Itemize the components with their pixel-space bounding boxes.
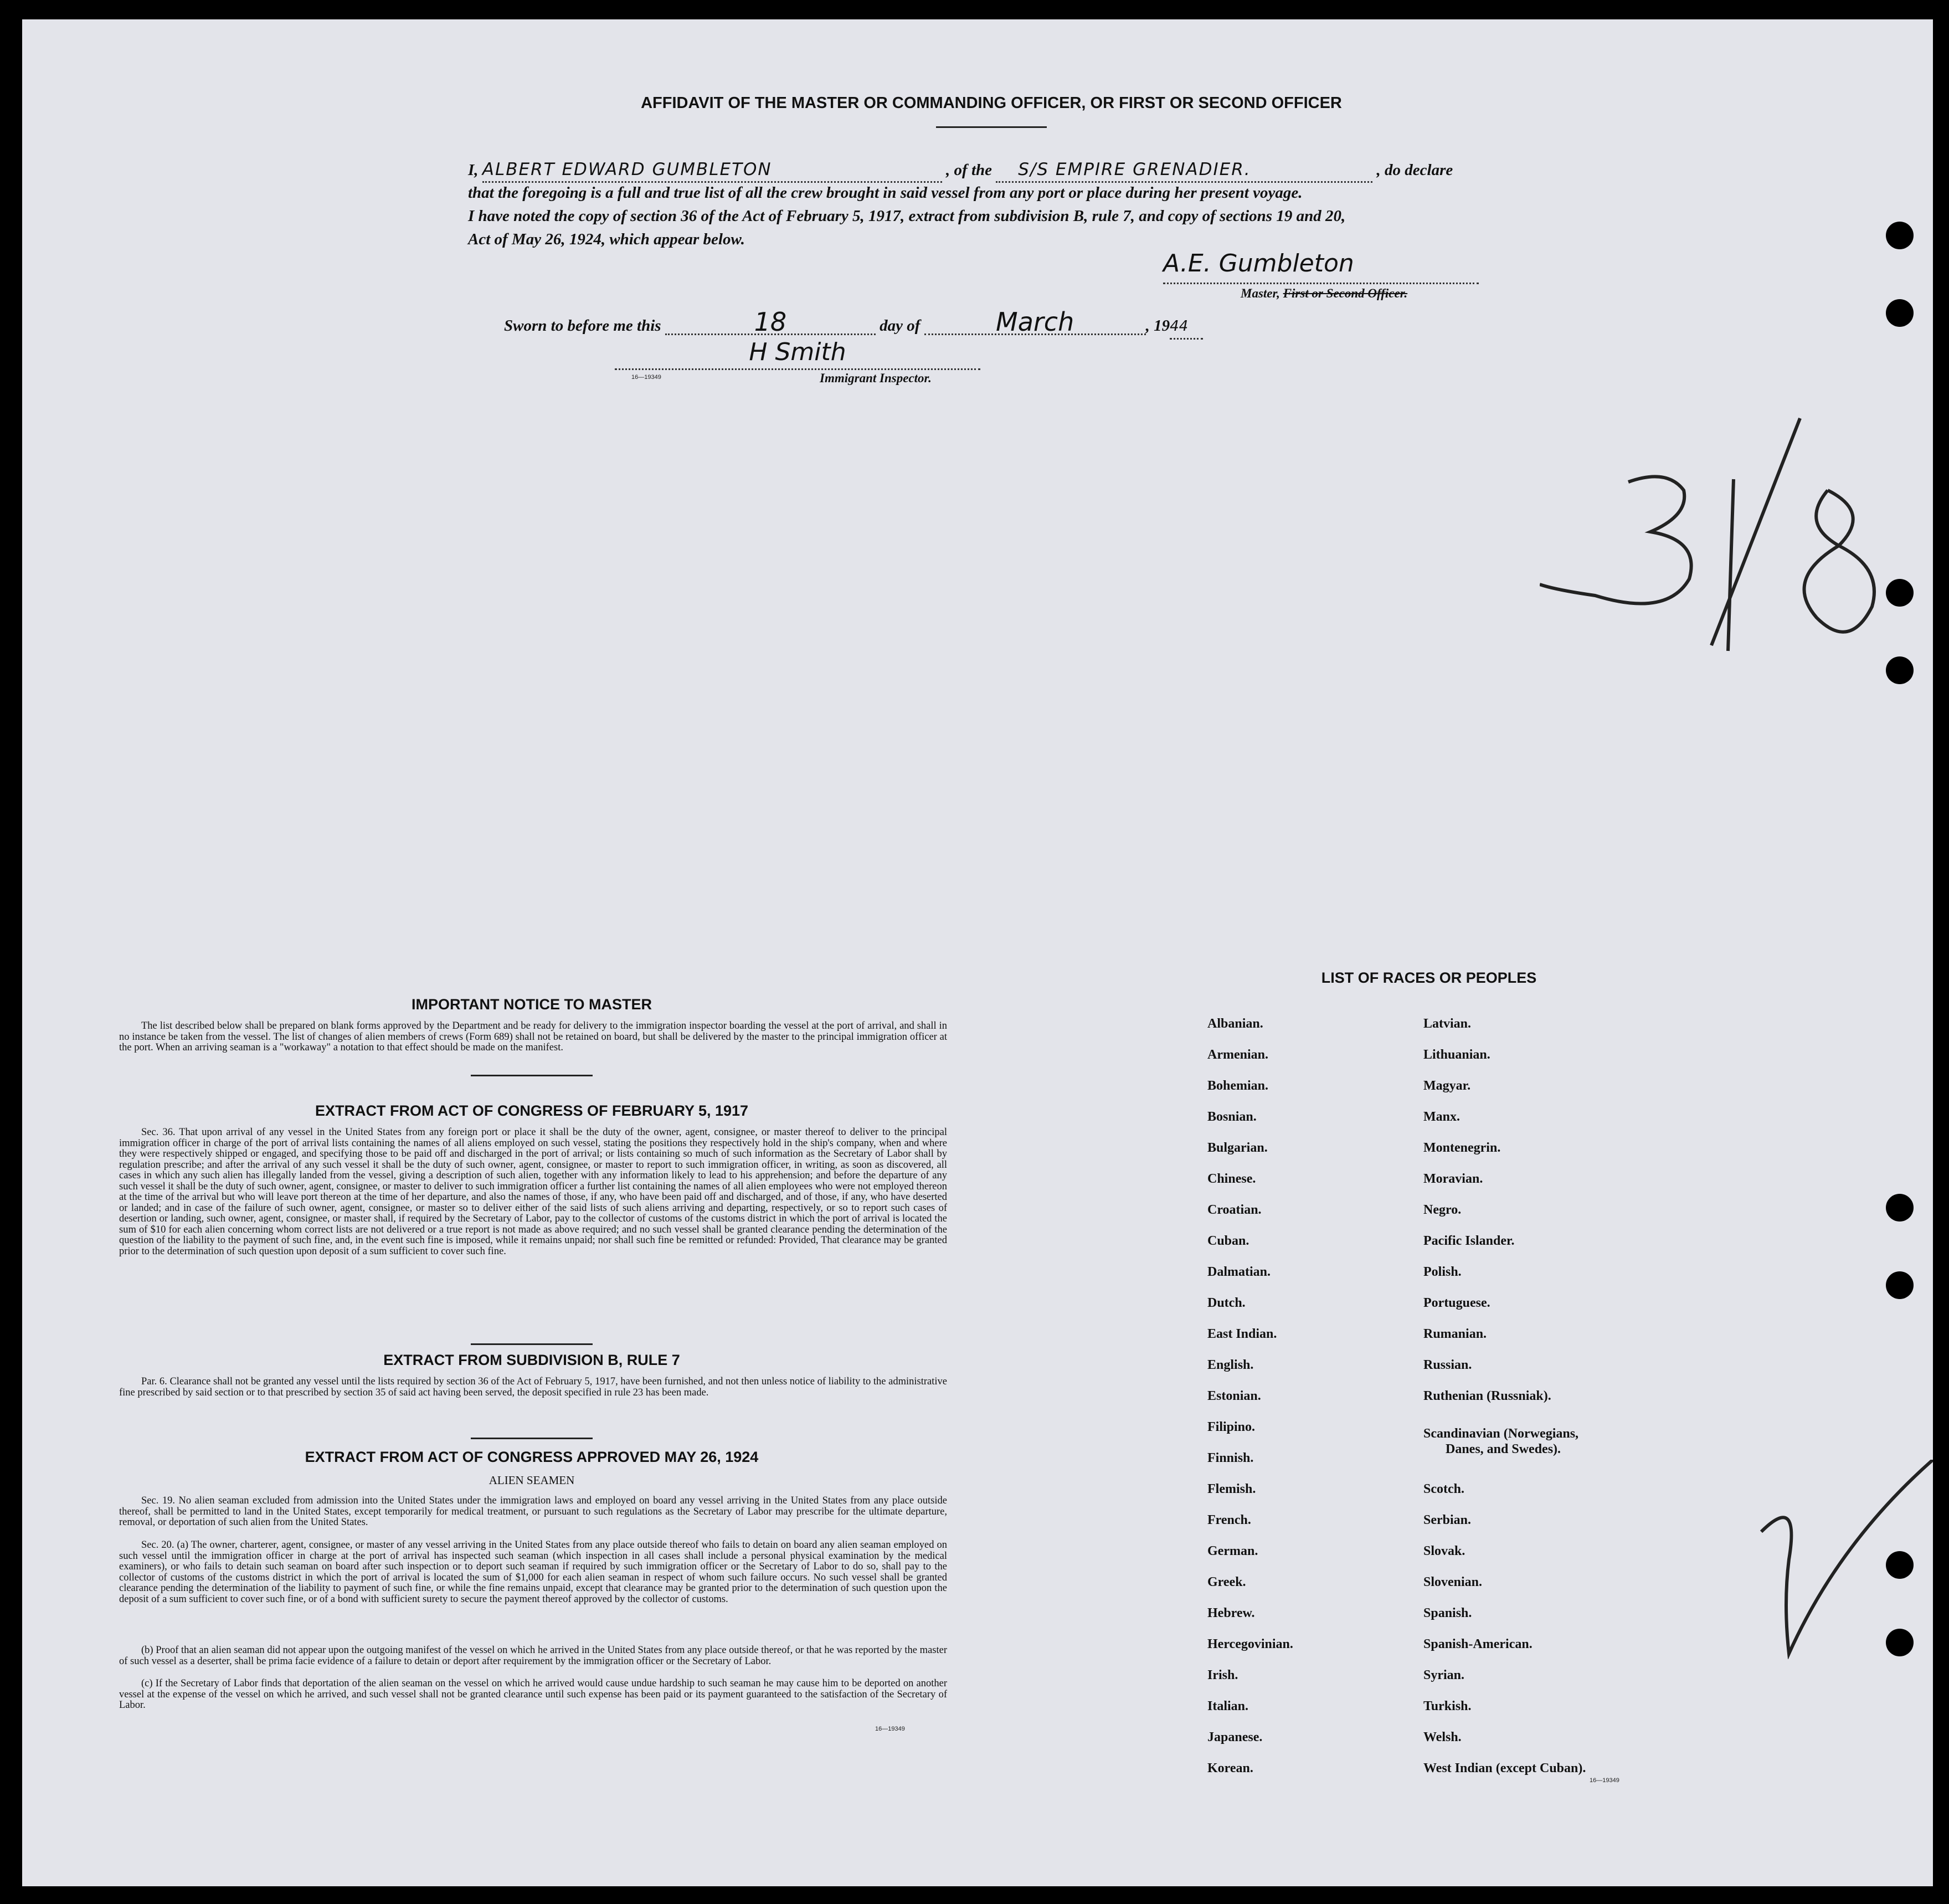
race-item: Spanish-American. <box>1423 1637 1533 1651</box>
declaration-line-2: that the foregoing is a full and true list of all the crew brought in said vessel from any port or place during her present voyage. <box>468 184 1303 202</box>
section-rule <box>471 1438 593 1439</box>
race-item: Polish. <box>1423 1265 1462 1279</box>
section-rule <box>471 1075 593 1076</box>
sworn-year: 44 <box>1170 315 1203 340</box>
race-item-continuation: Danes, and Swedes). <box>1446 1442 1561 1456</box>
extract-1924-title: EXTRACT FROM ACT OF CONGRESS APPROVED MAY 26, 1924 <box>305 1449 759 1465</box>
day-of-text: day of <box>880 317 920 335</box>
race-item: Manx. <box>1423 1110 1460 1124</box>
form-number-top: 16—19349 <box>631 374 661 381</box>
race-item: Bohemian. <box>1207 1079 1269 1093</box>
race-item: West Indian (except Cuban). <box>1423 1761 1586 1775</box>
extract-1924-subtitle: ALIEN SEAMEN <box>488 1474 575 1487</box>
race-item: Montenegrin. <box>1423 1141 1501 1155</box>
race-item: Rumanian. <box>1423 1327 1487 1341</box>
race-item: Hercegovinian. <box>1207 1637 1293 1651</box>
punch-hole <box>1886 1551 1914 1579</box>
intro-text: I, <box>468 161 479 179</box>
inspector-caption: Immigrant Inspector. <box>820 371 932 385</box>
race-item: Greek. <box>1207 1575 1246 1589</box>
race-item: Latvian. <box>1423 1017 1472 1031</box>
affidavit-title: AFFIDAVIT OF THE MASTER OR COMMANDING OFFICER, OR FIRST OR SECOND OFFICER <box>641 94 1342 112</box>
vessel-name: S/S EMPIRE GRENADIER. <box>996 158 1372 183</box>
race-item: Bosnian. <box>1207 1110 1257 1124</box>
race-item: East Indian. <box>1207 1327 1277 1341</box>
document-sheet <box>22 19 1933 1886</box>
sworn-line <box>504 307 1335 340</box>
race-item: Moravian. <box>1423 1172 1483 1186</box>
declaration-line-1 <box>468 158 1603 183</box>
race-item: Lithuanian. <box>1423 1048 1490 1062</box>
sworn-month: March <box>924 310 1146 335</box>
race-item: Finnish. <box>1207 1451 1254 1465</box>
form-number-notice: 16—19349 <box>875 1726 905 1732</box>
race-item: Filipino. <box>1207 1420 1256 1434</box>
race-item: Slovenian. <box>1423 1575 1483 1589</box>
race-item: Pacific Islander. <box>1423 1234 1515 1248</box>
punch-hole <box>1886 1194 1914 1222</box>
declaration-line-3: I have noted the copy of section 36 of the Act of February 5, 1917, extract from subdivision B, rule 7, and copy of sections 19 and 20, <box>468 207 1346 225</box>
notice-title: IMPORTANT NOTICE TO MASTER <box>412 996 652 1013</box>
race-item: English. <box>1207 1358 1254 1372</box>
race-item: Magyar. <box>1423 1079 1471 1093</box>
race-item: Dalmatian. <box>1207 1265 1271 1279</box>
race-item: Cuban. <box>1207 1234 1249 1248</box>
declaration-line-4: Act of May 26, 1924, which appear below. <box>468 230 745 248</box>
race-item: Bulgarian. <box>1207 1141 1268 1155</box>
extract-1917-text: Sec. 36. That upon arrival of any vessel in the United States from any foreign port or place it shall be the duty of the owner, agent, consignee, or master thereof to deliver to the principal immigration officer in charge of the port of arrival lists containing the names of all aliens employed on such vessel, stating the positions they respectively hold in the ship's company, when and where they were respectively shipped or engaged, and specifying those to be paid off and discharged in the port of arrival; or lists containing so much of such information as the Secretary of Labor shall by regulation prescribe; and after the arrival of any such vessel it shall be the duty of such owner, agent, consignee, or master to report to such immigration officer, in writing, as soon as discovered, all cases in which any such alien has illegally landed from the vessel, giving a description of such alien, together with any information likely to lead to his apprehension; and before the departure of any such vessel it shall be the duty of such owner, agent, consignee, or master to deliver to such immigration officer a further list containing the names of all alien employees who were not employed thereon at the time of the arrival but who will leave port thereon at the time of her departure, and also the names of those, if any, who have been paid off and discharged, and of those, if any, who have deserted or landed; and in case of the failure of such owner, agent, consignee, or master so to deliver either of the said lists of such aliens arriving and departing, respectively, or so to report such cases of desertion or landing, such owner, agent, consignee, or master shall, if required by the Secretary of Labor, pay to the collector of customs of the customs district in which the port of arrival is located the sum of $10 for each alien concerning whom correct lists are not delivered or a true report is not made as above required; and no such vessel shall be granted clearance pending the determination of the question of the liability to the payment of such fine, and, in the event such fine is imposed, while it remains unpaid; nor shall such fine be remitted or refunded: Provided, That clearance may be granted prior to the determination of such question upon deposit of a sum sufficient to cover such fine. <box>119 1127 947 1257</box>
year-prefix: , 19 <box>1145 317 1170 335</box>
master-signature: A.E. Gumbleton <box>1163 249 1479 284</box>
master-caption-text: Master, <box>1241 286 1280 300</box>
races-title: LIST OF RACES OR PEOPLES <box>1321 969 1537 986</box>
punch-hole <box>1886 299 1914 327</box>
inspector-signature: H Smith <box>615 338 980 370</box>
race-item: Syrian. <box>1423 1668 1465 1682</box>
race-item: German. <box>1207 1544 1258 1558</box>
race-item: Albanian. <box>1207 1017 1263 1031</box>
race-item: Welsh. <box>1423 1730 1462 1744</box>
race-item: Flemish. <box>1207 1482 1256 1496</box>
extract-1924-sec20a: Sec. 20. (a) The owner, charterer, agent, consignee, or master of any vessel arriving in the United States from any place outside thereof who fails to detain on board any alien seaman employed on such vessel until the immigration officer in charge at the port of arrival has inspected such seaman (which inspection in all cases shall include a personal physical examination by the medical examiners), or who fails to detain such seaman on board after such inspection or to deport such seaman if required by such immigration officer or the Secretary of Labor to do so, shall pay to the collector of customs of the customs district in which the port of arrival is located the sum of $1,000 for each alien seaman in respect of whom such failure occurs. No such vessel shall be granted clearance pending the determination of the liability to payment of such fine, or while the fine remains unpaid, except that clearance may be granted prior to the determination of such question upon the deposit of a sum sufficient to cover such fine, or of a bond with sufficient surety to secure the payment thereof approved by the collector of customs. <box>119 1539 947 1605</box>
race-item: Serbian. <box>1423 1513 1472 1527</box>
race-item: Estonian. <box>1207 1389 1261 1403</box>
race-item: Chinese. <box>1207 1172 1256 1186</box>
extract-1924-sec20b: (b) Proof that an alien seaman did not appear upon the outgoing manifest of the vessel on which he arrived in the United States from any place outside thereof, or that he was reported by the master of such vessel as a deserter, shall be prima facie evidence of a failure to detain or deport after requirement by the immigration officer or the Secretary of Labor. <box>119 1645 947 1667</box>
punch-hole <box>1886 579 1914 607</box>
race-item: Japanese. <box>1207 1730 1263 1744</box>
title-rule <box>936 126 1047 128</box>
punch-hole <box>1886 656 1914 684</box>
punch-hole <box>1886 1271 1914 1299</box>
master-caption <box>1241 286 1407 301</box>
notice-text: The list described below shall be prepared on blank forms approved by the Department and be ready for delivery to the immigration inspector boarding the vessel at the port of arrival, and shall in no instance be taken from the vessel. The list of changes of alien members of crews (Form 689) shall not be retained on board, but shall be delivered by the master to the principal immigration officer at the port. When an arriving seaman is a "workaway" a notation to that effect should be made on the manifest. <box>119 1020 947 1053</box>
race-item: Dutch. <box>1207 1296 1246 1310</box>
rule7-text: Par. 6. Clearance shall not be granted any vessel until the lists required by section 36 of the Act of February 5, 1917, have been furnished, and not then unless notice of liability to the administrative fine prescribed by said section or to that prescribed by section 35 of said act having been served, the deposit specified in rule 23 has been made. <box>119 1376 947 1398</box>
race-item: Armenian. <box>1207 1048 1268 1062</box>
race-item: Portuguese. <box>1423 1296 1490 1310</box>
punch-hole <box>1886 1629 1914 1656</box>
race-item: Turkish. <box>1423 1699 1472 1713</box>
race-item: Italian. <box>1207 1699 1249 1713</box>
handwritten-date-mark <box>1540 407 1883 662</box>
extract-1917-title: EXTRACT FROM ACT OF CONGRESS OF FEBRUARY 5, 1917 <box>315 1102 749 1119</box>
race-item: Hebrew. <box>1207 1606 1255 1620</box>
date-annotation <box>1540 407 1883 662</box>
rule7-title: EXTRACT FROM SUBDIVISION B, RULE 7 <box>383 1352 680 1368</box>
race-item: Irish. <box>1207 1668 1238 1682</box>
extract-1924-sec19: Sec. 19. No alien seaman excluded from admission into the United States under the immigration laws and employed on board any vessel arriving in the United States from any place outside thereof, shall be permitted to land in the United States, except temporarily for medical treatment, or pursuant to such regulations as the Secretary of Labor may prescribe for the ultimate departure, removal, or deportation of such alien from the United States. <box>119 1495 947 1528</box>
race-item: Scotch. <box>1423 1482 1464 1496</box>
sworn-day: 18 <box>665 310 876 335</box>
section-rule <box>471 1343 593 1345</box>
of-the-text: , of the <box>946 161 993 179</box>
do-declare-text: , do declare <box>1376 161 1453 179</box>
race-item: Korean. <box>1207 1761 1253 1775</box>
race-item: Negro. <box>1423 1203 1462 1217</box>
struck-officer-text: First or Second Officer. <box>1283 286 1408 300</box>
race-item: Spanish. <box>1423 1606 1472 1620</box>
race-item: Croatian. <box>1207 1203 1262 1217</box>
form-number-races: 16—19349 <box>1590 1777 1619 1784</box>
race-item: Ruthenian (Russniak). <box>1423 1389 1551 1403</box>
sworn-prefix: Sworn to before me this <box>504 317 661 335</box>
race-item: Russian. <box>1423 1358 1472 1372</box>
race-item: French. <box>1207 1513 1251 1527</box>
declarant-name: ALBERT EDWARD GUMBLETON <box>482 158 942 183</box>
race-item: Scandinavian (Norwegians, <box>1423 1426 1579 1441</box>
extract-1924-sec20c: (c) If the Secretary of Labor finds that deportation of the alien seaman on the vessel on which he arrived would cause undue hardship to such seaman he may cause him to be deported on another vessel at the expense of the vessel on which he arrived, and such vessel shall not be granted clearance until such expense has been paid or its payment guaranteed to the satisfaction of the Secretary of Labor. <box>119 1678 947 1711</box>
punch-hole <box>1886 222 1914 249</box>
race-item: Slovak. <box>1423 1544 1465 1558</box>
